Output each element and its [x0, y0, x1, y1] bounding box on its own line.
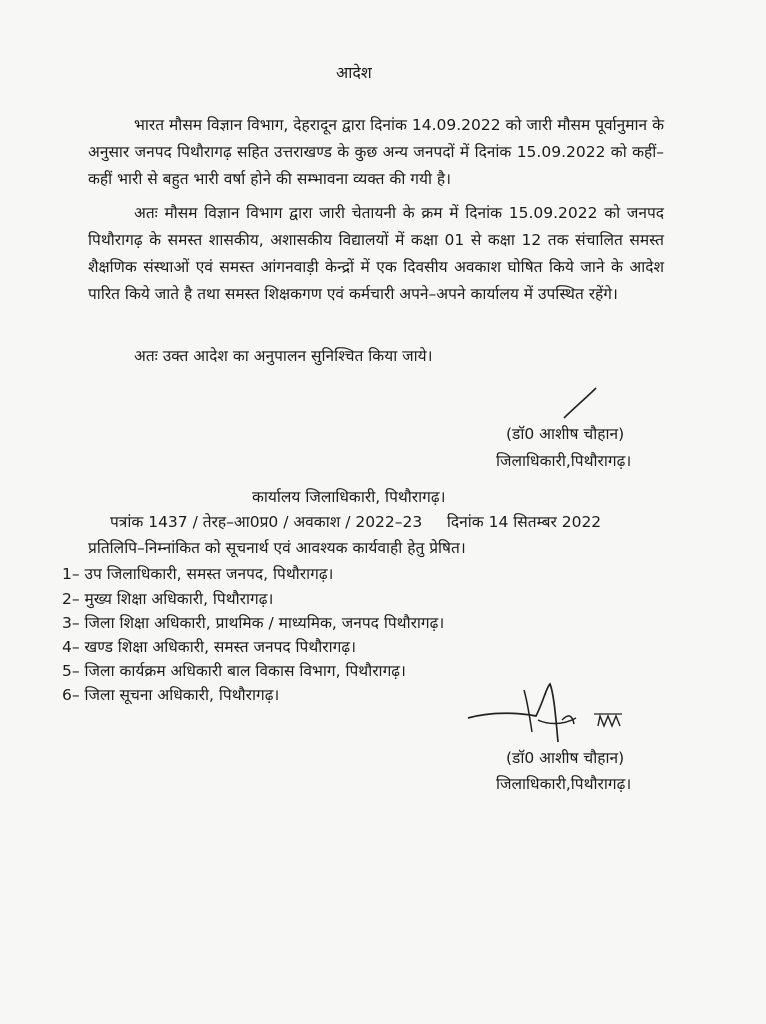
recipient-item: 6– जिला सूचना अधिकारी, पिथौरागढ़।	[62, 686, 280, 704]
order-signatory-title: जिलाधिकारी,पिथौरागढ़।	[496, 452, 632, 470]
endorsement-reference: पत्रांक 1437 / तेरह–आ0प्र0 / अवकाश / 2022–23 दिनांक 14 सितम्बर 2022	[110, 513, 602, 531]
signature-mark-2	[466, 680, 636, 750]
endorsement-copy-to: प्रतिलिपि–निम्नांकित को सूचनार्थ एवं आवश्यक कार्यवाही हेतु प्रेषित।	[88, 539, 466, 557]
recipient-item: 3– जिला शिक्षा अधिकारी, प्राथमिक / माध्यमिक, जनपद पिथौरागढ़।	[62, 614, 445, 632]
recipient-item: 1– उप जिलाधिकारी, समस्त जनपद, पिथौरागढ़।	[62, 565, 334, 583]
endorsement-signatory-name: (डॉ0 आशीष चौहान)	[506, 749, 625, 767]
endorsement-office: कार्यालय जिलाधिकारी, पिथौरागढ़।	[252, 488, 446, 506]
order-paragraph-2: अतः मौसम विज्ञान विभाग द्वारा जारी चेतायनी के क्रम में दिनांक 15.09.2022 को जनपद पिथौरागढ़ के समस्त शासकीय, अशासकीय विद्यालयों में कक्षा 01 से कक्षा 12 तक संचालित समस्त शैक्षणिक संस्थाओं एवं समस्त आंगनवाड़ी केन्द्रों में एक दिवसीय अवकाश घोषित किये जाने के आदेश पारित किये जाते है तथा समस्त शिक्षकगण एवं कर्मचारी अपने–अपने कार्यालय में उपस्थित रहेंगे।	[88, 204, 664, 303]
order-signatory-name: (डॉ0 आशीष चौहान)	[506, 425, 625, 443]
recipient-item: 4– खण्ड शिक्षा अधिकारी, समस्त जनपद पिथौरागढ़।	[62, 638, 356, 656]
recipient-item: 5– जिला कार्यक्रम अधिकारी बाल विकास विभाग, पिथौरागढ़।	[62, 662, 406, 680]
order-paragraph-3: अतः उक्त आदेश का अनुपालन सुनिश्चित किया जाये।	[134, 347, 433, 365]
recipient-item: 2– मुख्य शिक्षा अधिकारी, पिथौरागढ़।	[62, 590, 274, 608]
signature-mark-1	[560, 386, 600, 422]
order-paragraph-1: भारत मौसम विज्ञान विभाग, देहरादून द्वारा दिनांक 14.09.2022 को जारी मौसम पूर्वानुमान के अनुसार जनपद पिथौरागढ़ सहित उत्तराखण्ड के कुछ अन्य जनपदों में दिनांक 15.09.2022 को कहीं–कहीं भारी से बहुत भारी वर्षा होने की सम्भावना व्यक्त की गयी है।	[88, 116, 664, 188]
order-title: आदेश	[336, 63, 372, 82]
endorsement-signatory-title: जिलाधिकारी,पिथौरागढ़।	[496, 775, 632, 793]
